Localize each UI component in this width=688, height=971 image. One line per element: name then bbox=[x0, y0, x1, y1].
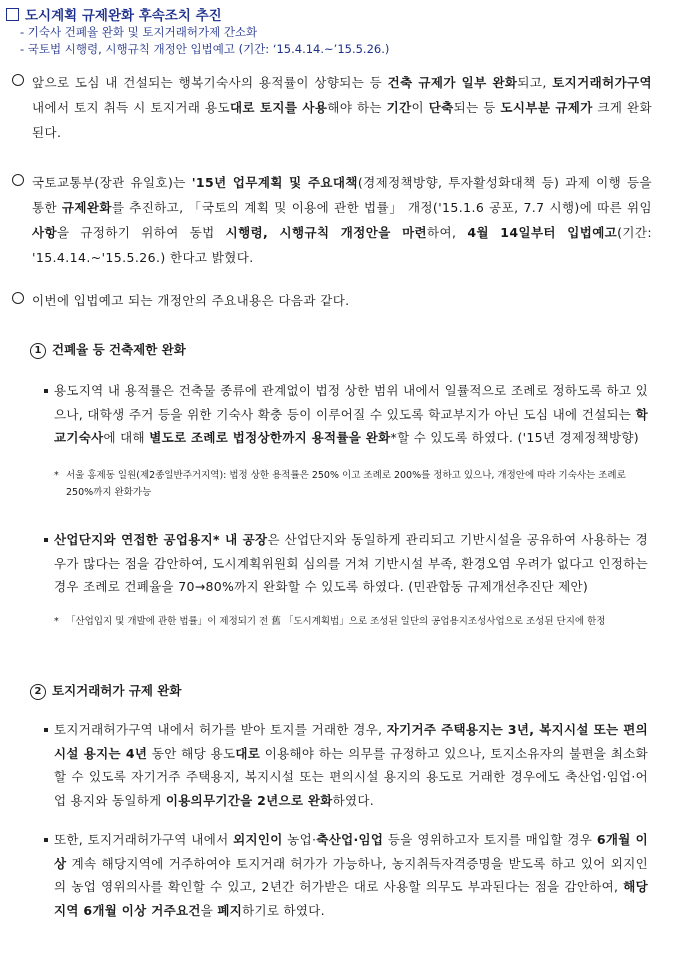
text-run: 동안 해당 용도 bbox=[147, 745, 236, 761]
section-heading-1 bbox=[30, 340, 186, 359]
paragraph-2 bbox=[12, 170, 652, 270]
text-run: 되는 등 bbox=[453, 100, 501, 115]
bold-text-run: 대로 bbox=[235, 745, 261, 761]
bold-text-run: 자기거주 주택용지는 3년, 복지시설 또는 편의시설 용지는 4년 bbox=[54, 722, 648, 761]
bullet-item-4 bbox=[44, 828, 648, 922]
bold-text-run: 기간 bbox=[386, 100, 412, 115]
text-run: 크게 완화된다. bbox=[32, 100, 652, 140]
bold-text-run: 외지인이 bbox=[233, 832, 283, 847]
section-heading-2 bbox=[30, 681, 181, 700]
text-run: 내에서 토지 취득 시 토지거래 용도 bbox=[32, 100, 230, 115]
text-run: 을 규정하기 위하여 동법 bbox=[56, 225, 226, 240]
checkbox-square-icon bbox=[6, 8, 19, 21]
bold-text-run: 규제완화 bbox=[61, 200, 112, 215]
text-run: 을 bbox=[200, 902, 218, 918]
section-title: 토지거래허가 규제 완화 bbox=[52, 683, 182, 698]
bold-text-run: 해당지역 6개월 이상 거주요건 bbox=[54, 879, 648, 918]
text-run: 국토교통부(장관 유일호)는 bbox=[32, 175, 192, 190]
text-run: *할 수 있도록 하였다. ('15년 경제정책방향) bbox=[390, 430, 639, 445]
circle-bullet-icon bbox=[12, 292, 24, 304]
text-run: 를 추진하고, 「국토의 계획 및 이용에 관한 법률」 개정('15.1.6 공포, 7.7 시행)에 따른 위임 bbox=[111, 200, 652, 215]
text-run: 하여, bbox=[427, 225, 468, 240]
footnote-1 bbox=[54, 467, 654, 501]
bullet-text bbox=[54, 379, 648, 450]
bold-text-run: 사항 bbox=[32, 225, 57, 240]
footnote-text: 서울 홍제동 일원(제2종일반주거지역): 법정 상한 용적률은 250% 이고 조례로 200%를 정하고 있으나, 개정안에 따라 기숙사는 조례로 250%까지 완화가능 bbox=[66, 470, 626, 498]
text-run: 농업· bbox=[282, 832, 317, 847]
circled-number: 1 bbox=[30, 343, 46, 359]
circled-number: 2 bbox=[30, 684, 46, 700]
subtitle-1: - 기숙사 건폐율 완화 및 토지거래허가제 간소화 bbox=[20, 25, 258, 39]
text-run: 등을 영위하고자 토지를 매입할 경우 bbox=[383, 832, 597, 847]
text-run: 하기로 하였다. bbox=[242, 902, 325, 918]
document-title bbox=[6, 4, 222, 24]
text-run: 토지거래허가구역 내에서 허가를 받아 토지를 거래한 경우, bbox=[54, 722, 387, 737]
bullet-text bbox=[54, 528, 648, 599]
square-bullet-icon bbox=[44, 728, 48, 732]
bullet-item-1 bbox=[44, 379, 648, 450]
text-run: 계속 해당지역에 거주하여야 토지거래 허가가 가능하나, 농지취득자격증명을 받도록 하고 있어 외지인의 농업 영위의사를 확인할 수 있고, 2년간 허가받은 대로 사용할 의무도 부과된다는 점을 감안하여, bbox=[54, 855, 648, 894]
text-run: 용도지역 내 용적률은 건축물 종류에 관계없이 법정 상한 범위 내에서 일률적으로 조례로 정하도록 하고 있으나, 대학생 주거 등을 위한 기숙사 확충 등이 이루어질 수 있도록 학교부지가 아닌 도심 내에 건설되는 bbox=[54, 383, 648, 422]
text-run: 이용해야 하는 의무를 규정하고 있으나, 토지소유자의 불편을 최소화할 수 있도록 자기거주 주택용지, 복지시설 또는 편의시설 용지의 용도로 거래한 경우에도 축산업·임업·어업 용지와 동일하게 bbox=[54, 745, 648, 808]
footnote-2 bbox=[54, 613, 654, 630]
square-bullet-icon bbox=[44, 838, 48, 842]
text-run: 또한, 토지거래허가구역 내에서 bbox=[54, 832, 234, 847]
bold-text-run: 도시부분 규제가 bbox=[500, 100, 593, 115]
bold-text-run: 대로 토지를 사용 bbox=[229, 100, 328, 115]
bold-text-run: 4월 14일부터 입법예고 bbox=[467, 225, 618, 240]
bullet-item-2 bbox=[44, 528, 648, 599]
circle-bullet-icon bbox=[12, 74, 24, 86]
paragraph-text bbox=[32, 170, 652, 270]
bold-text-run: 별도로 조례로 법정상한까지 용적률을 완화 bbox=[149, 430, 391, 445]
paragraph-3 bbox=[12, 288, 652, 313]
subtitle-2: - 국토법 시행령, 시행규칙 개정안 입법예고 (기간: ‘15.4.14.~’15.5.26.) bbox=[20, 42, 390, 56]
square-bullet-icon bbox=[44, 389, 48, 393]
text-run: 하였다. bbox=[332, 792, 375, 808]
asterisk-mark: * bbox=[54, 616, 59, 627]
bullet-item-3 bbox=[44, 718, 648, 812]
title-text: 도시계획 규제완화 후속조치 추진 bbox=[25, 8, 222, 24]
text-run: (경제정책방향, 투자활성화대책 등) 과제 이행 등을 통한 bbox=[32, 175, 653, 215]
paragraph-1 bbox=[12, 70, 652, 145]
bold-text-run: 이용의무기간을 2년으로 완화 bbox=[165, 792, 333, 808]
bold-text-run: 토지거래허가구역 bbox=[552, 75, 653, 90]
bold-text-run: '15년 업무계획 및 주요대책 bbox=[191, 175, 358, 190]
text-run: (기간: '15.4.14.~'15.5.26.) 한다고 밝혔다. bbox=[32, 225, 652, 265]
text-run: 이 bbox=[411, 100, 429, 115]
footnote-text: 「산업입지 및 개발에 관한 법률」이 제정되기 전 舊 「도시계획법」으로 조성된 일단의 공업용지조성사업으로 조성된 단지에 한정 bbox=[66, 616, 606, 627]
square-bullet-icon bbox=[44, 538, 48, 542]
text-run: 해야 하는 bbox=[327, 100, 387, 115]
bold-text-run: 산업단지와 연접한 공업용지* 내 공장 bbox=[54, 532, 268, 547]
bold-text-run: 단축 bbox=[428, 100, 454, 115]
bullet-text bbox=[54, 828, 648, 922]
bold-text-run: 건축 규제가 일부 완화 bbox=[387, 75, 518, 90]
bullet-text bbox=[54, 718, 648, 812]
paragraph-text bbox=[32, 70, 652, 145]
bold-text-run: 시행령, 시행규칙 개정안을 마련 bbox=[225, 225, 428, 240]
text-run: 에 대해 bbox=[103, 430, 150, 445]
paragraph-text bbox=[32, 288, 652, 313]
section-title: 건폐율 등 건축제한 완화 bbox=[52, 342, 186, 357]
bold-text-run: 축산업·임업 bbox=[316, 832, 384, 847]
asterisk-mark: * bbox=[54, 470, 59, 481]
bold-text-run: 6개월 이상 bbox=[54, 832, 648, 871]
text-run: 되고, bbox=[517, 75, 553, 90]
bold-text-run: 학교기숙사 bbox=[54, 406, 648, 445]
circle-bullet-icon bbox=[12, 174, 24, 186]
text-run: 이번에 입법예고 되는 개정안의 주요내용은 다음과 같다. bbox=[32, 293, 350, 308]
text-run: 은 산업단지와 동일하게 관리되고 기반시설을 공유하여 사용하는 경우가 많다는 점을 감안하여, 도시계획위원회 심의를 거쳐 기반시설 부족, 환경오염 우려가 없다고 인정하는 경우 조례로 건폐율을 70→80%까지 완화할 수 있도록 하였다. (민관합동 규제개선추진단 제안) bbox=[54, 532, 648, 594]
text-run: 앞으로 도심 내 건설되는 행복기숙사의 용적률이 상향되는 등 bbox=[32, 75, 388, 90]
bold-text-run: 폐지 bbox=[217, 902, 243, 918]
